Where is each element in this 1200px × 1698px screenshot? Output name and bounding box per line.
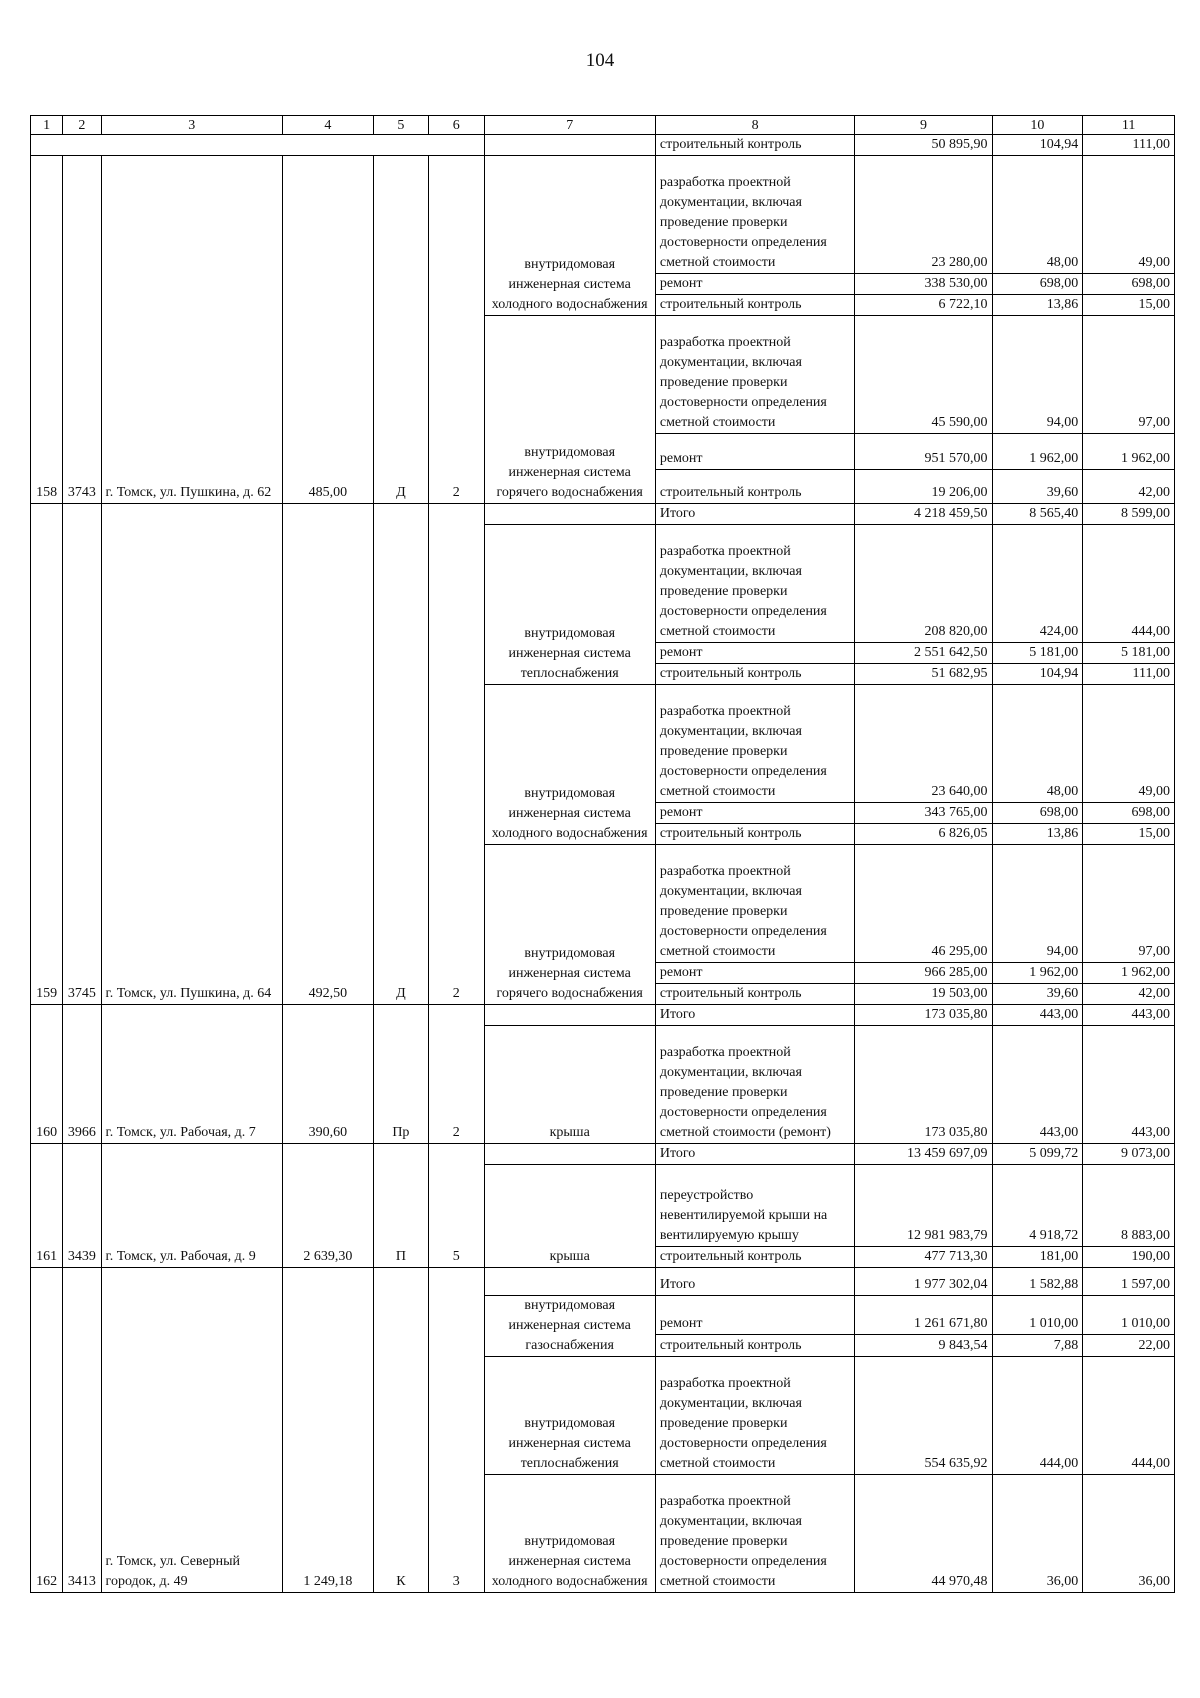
empty-cell [484, 135, 655, 156]
amount-cell: 111,00 [1083, 664, 1175, 685]
amount-cell: 49,00 [1083, 685, 1175, 803]
row-number-cell: 161 [31, 1144, 63, 1268]
amount-cell: 23 280,00 [855, 156, 992, 274]
amount-cell: 1 597,00 [1083, 1268, 1175, 1296]
repair-schedule-table [30, 115, 1175, 1593]
amount-cell: 1 977 302,04 [855, 1268, 992, 1296]
amount-cell: 19 503,00 [855, 984, 992, 1005]
work-type-cell: разработка проектной документации, включая проведение проверки достоверности определения сметной стоимости [655, 316, 855, 434]
header-cell: 5 [373, 116, 428, 135]
work-type-cell: ремонт [655, 643, 855, 664]
amount-cell: 48,00 [992, 685, 1083, 803]
area-cell: 2 639,30 [282, 1144, 373, 1268]
header-cell: 1 [31, 116, 63, 135]
amount-cell: 173 035,80 [855, 1005, 992, 1026]
area-cell: 492,50 [282, 504, 373, 1005]
work-type-cell: ремонт [655, 434, 855, 470]
system-cell: крыша [484, 1165, 655, 1268]
work-type-cell: строительный контроль [655, 984, 855, 1005]
amount-cell: 39,60 [992, 984, 1083, 1005]
amount-cell: 51 682,95 [855, 664, 992, 685]
building-id-cell: 3413 [63, 1268, 101, 1593]
amount-cell: 9 843,54 [855, 1334, 992, 1356]
work-type-cell: разработка проектной документации, включая проведение проверки достоверности определения сметной стоимости [655, 1357, 855, 1475]
header-cell: 10 [992, 116, 1083, 135]
header-cell: 7 [484, 116, 655, 135]
floors-cell: 2 [429, 156, 484, 504]
amount-cell: 1 962,00 [1083, 963, 1175, 984]
address-cell: г. Томск, ул. Пушкина, д. 62 [101, 156, 282, 504]
work-type-cell: Итого [655, 1268, 855, 1296]
amount-cell: 443,00 [1083, 1026, 1175, 1144]
amount-cell: 97,00 [1083, 316, 1175, 434]
amount-cell: 42,00 [1083, 984, 1175, 1005]
table-row [31, 1005, 1175, 1026]
amount-cell: 50 895,90 [855, 135, 992, 156]
amount-cell: 36,00 [992, 1475, 1083, 1593]
amount-cell: 13,86 [992, 295, 1083, 316]
row-number-cell: 159 [31, 504, 63, 1005]
empty-cell [31, 135, 485, 156]
floors-cell: 2 [429, 1005, 484, 1144]
building-type-cell: Д [373, 156, 428, 504]
system-cell: внутридомовая инженерная система холодного водоснабжения [484, 685, 655, 845]
amount-cell: 8 565,40 [992, 504, 1083, 525]
work-type-cell: разработка проектной документации, включая проведение проверки достоверности определения сметной стоимости [655, 685, 855, 803]
building-id-cell: 3743 [63, 156, 101, 504]
amount-cell: 698,00 [1083, 274, 1175, 295]
amount-cell: 5 099,72 [992, 1144, 1083, 1165]
amount-cell: 698,00 [992, 274, 1083, 295]
amount-cell: 6 722,10 [855, 295, 992, 316]
building-id-cell: 3439 [63, 1144, 101, 1268]
work-type-cell: разработка проектной документации, включая проведение проверки достоверности определения сметной стоимости [655, 525, 855, 643]
amount-cell: 1 962,00 [1083, 434, 1175, 470]
work-type-cell: переустройство невентилируемой крыши на вентилируемую крышу [655, 1165, 855, 1247]
system-cell: внутридомовая инженерная система горячего водоснабжения [484, 845, 655, 1005]
amount-cell: 1 010,00 [1083, 1296, 1175, 1335]
amount-cell: 104,94 [992, 664, 1083, 685]
amount-cell: 443,00 [1083, 1005, 1175, 1026]
building-type-cell: П [373, 1144, 428, 1268]
building-type-cell: К [373, 1268, 428, 1593]
building-id-cell: 3966 [63, 1005, 101, 1144]
amount-cell: 966 285,00 [855, 963, 992, 984]
amount-cell: 94,00 [992, 845, 1083, 963]
amount-cell: 8 599,00 [1083, 504, 1175, 525]
address-cell: г. Томск, ул. Рабочая, д. 7 [101, 1005, 282, 1144]
work-type-cell: строительный контроль [655, 824, 855, 845]
work-type-cell: строительный контроль [655, 470, 855, 504]
amount-cell: 8 883,00 [1083, 1165, 1175, 1247]
amount-cell: 444,00 [992, 1357, 1083, 1475]
work-type-cell: строительный контроль [655, 664, 855, 685]
header-cell: 8 [655, 116, 855, 135]
amount-cell: 13,86 [992, 824, 1083, 845]
empty-cell [484, 1268, 655, 1296]
amount-cell: 5 181,00 [1083, 643, 1175, 664]
amount-cell: 338 530,00 [855, 274, 992, 295]
header-cell: 4 [282, 116, 373, 135]
row-number-cell: 160 [31, 1005, 63, 1144]
amount-cell: 13 459 697,09 [855, 1144, 992, 1165]
work-type-cell: строительный контроль [655, 1247, 855, 1268]
floors-cell: 5 [429, 1144, 484, 1268]
work-type-cell: строительный контроль [655, 295, 855, 316]
amount-cell: 1 962,00 [992, 963, 1083, 984]
work-type-cell: Итого [655, 1005, 855, 1026]
amount-cell: 6 826,05 [855, 824, 992, 845]
table-row [31, 156, 1175, 274]
system-cell: внутридомовая инженерная система холодного водоснабжения [484, 1475, 655, 1593]
amount-cell: 19 206,00 [855, 470, 992, 504]
amount-cell: 698,00 [1083, 803, 1175, 824]
work-type-cell: ремонт [655, 803, 855, 824]
row-number-cell: 162 [31, 1268, 63, 1593]
amount-cell: 2 551 642,50 [855, 643, 992, 664]
amount-cell: 181,00 [992, 1247, 1083, 1268]
area-cell: 390,60 [282, 1005, 373, 1144]
amount-cell: 477 713,30 [855, 1247, 992, 1268]
amount-cell: 698,00 [992, 803, 1083, 824]
amount-cell: 23 640,00 [855, 685, 992, 803]
address-cell: г. Томск, ул. Северный городок, д. 49 [101, 1268, 282, 1593]
header-cell: 9 [855, 116, 992, 135]
system-cell: внутридомовая инженерная система горячего водоснабжения [484, 316, 655, 504]
amount-cell: 42,00 [1083, 470, 1175, 504]
table-row [31, 1144, 1175, 1165]
empty-cell [484, 1144, 655, 1165]
empty-cell [484, 504, 655, 525]
amount-cell: 443,00 [992, 1026, 1083, 1144]
amount-cell: 15,00 [1083, 295, 1175, 316]
system-cell: внутридомовая инженерная система теплоснабжения [484, 525, 655, 685]
amount-cell: 44 970,48 [855, 1475, 992, 1593]
amount-cell: 9 073,00 [1083, 1144, 1175, 1165]
amount-cell: 15,00 [1083, 824, 1175, 845]
amount-cell: 424,00 [992, 525, 1083, 643]
amount-cell: 444,00 [1083, 525, 1175, 643]
work-type-cell: ремонт [655, 274, 855, 295]
table-row [31, 135, 1175, 156]
area-cell: 485,00 [282, 156, 373, 504]
table-body [31, 116, 1175, 1593]
address-cell: г. Томск, ул. Рабочая, д. 9 [101, 1144, 282, 1268]
amount-cell: 443,00 [992, 1005, 1083, 1026]
work-type-cell: ремонт [655, 1296, 855, 1335]
amount-cell: 4 218 459,50 [855, 504, 992, 525]
amount-cell: 173 035,80 [855, 1026, 992, 1144]
amount-cell: 49,00 [1083, 156, 1175, 274]
work-type-cell: разработка проектной документации, включая проведение проверки достоверности определения сметной стоимости (ремонт) [655, 1026, 855, 1144]
empty-cell [484, 1005, 655, 1026]
work-type-cell: строительный контроль [655, 1334, 855, 1356]
system-cell: крыша [484, 1026, 655, 1144]
amount-cell: 48,00 [992, 156, 1083, 274]
work-type-cell: разработка проектной документации, включая проведение проверки достоверности определения сметной стоимости [655, 156, 855, 274]
system-cell: внутридомовая инженерная система газоснабжения [484, 1296, 655, 1357]
work-type-cell: Итого [655, 1144, 855, 1165]
amount-cell: 36,00 [1083, 1475, 1175, 1593]
amount-cell: 208 820,00 [855, 525, 992, 643]
header-cell: 3 [101, 116, 282, 135]
area-cell: 1 249,18 [282, 1268, 373, 1593]
table-row [31, 1268, 1175, 1296]
amount-cell: 94,00 [992, 316, 1083, 434]
header-cell: 2 [63, 116, 101, 135]
work-type-cell: Итого [655, 504, 855, 525]
header-cell: 6 [429, 116, 484, 135]
work-type-cell: разработка проектной документации, включая проведение проверки достоверности определения сметной стоимости [655, 845, 855, 963]
amount-cell: 1 962,00 [992, 434, 1083, 470]
amount-cell: 7,88 [992, 1334, 1083, 1356]
header-cell: 11 [1083, 116, 1175, 135]
building-id-cell: 3745 [63, 504, 101, 1005]
amount-cell: 4 918,72 [992, 1165, 1083, 1247]
amount-cell: 5 181,00 [992, 643, 1083, 664]
address-cell: г. Томск, ул. Пушкина, д. 64 [101, 504, 282, 1005]
work-type-cell: разработка проектной документации, включая проведение проверки достоверности определения сметной стоимости [655, 1475, 855, 1593]
system-cell: внутридомовая инженерная система холодного водоснабжения [484, 156, 655, 316]
floors-cell: 2 [429, 504, 484, 1005]
work-type-cell: ремонт [655, 963, 855, 984]
floors-cell: 3 [429, 1268, 484, 1593]
amount-cell: 46 295,00 [855, 845, 992, 963]
amount-cell: 190,00 [1083, 1247, 1175, 1268]
work-type-cell: строительный контроль [655, 135, 855, 156]
building-type-cell: Пр [373, 1005, 428, 1144]
system-cell: внутридомовая инженерная система теплоснабжения [484, 1357, 655, 1475]
amount-cell: 45 590,00 [855, 316, 992, 434]
header-row [31, 116, 1175, 135]
row-number-cell: 158 [31, 156, 63, 504]
amount-cell: 343 765,00 [855, 803, 992, 824]
table-row [31, 504, 1175, 525]
page-number: 104 [585, 50, 615, 71]
amount-cell: 111,00 [1083, 135, 1175, 156]
amount-cell: 1 010,00 [992, 1296, 1083, 1335]
amount-cell: 39,60 [992, 470, 1083, 504]
amount-cell: 12 981 983,79 [855, 1165, 992, 1247]
amount-cell: 1 261 671,80 [855, 1296, 992, 1335]
amount-cell: 444,00 [1083, 1357, 1175, 1475]
amount-cell: 554 635,92 [855, 1357, 992, 1475]
amount-cell: 951 570,00 [855, 434, 992, 470]
amount-cell: 104,94 [992, 135, 1083, 156]
amount-cell: 97,00 [1083, 845, 1175, 963]
amount-cell: 1 582,88 [992, 1268, 1083, 1296]
building-type-cell: Д [373, 504, 428, 1005]
amount-cell: 22,00 [1083, 1334, 1175, 1356]
